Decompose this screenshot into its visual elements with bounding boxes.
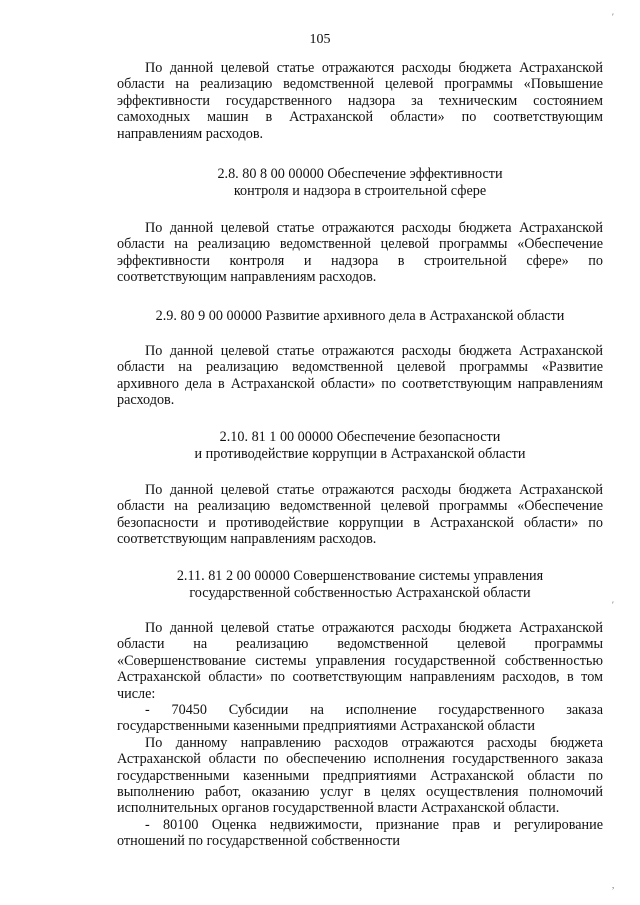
scan-mark: ′ bbox=[612, 12, 614, 22]
heading-line: 2.9. 80 9 00 00000 Развитие архивного дела в Астраханской области bbox=[155, 308, 565, 324]
paragraph-text: По данному направлению расходов отражаются расходы бюджета Астраханской области по обеспечению исполнения государственного заказа государственными казенными предприятиями Астраханской области по выполнению работ, оказанию услуг в целях осуществления полномочий исполнительных органов государственной власти Астраханской области. bbox=[117, 734, 603, 817]
paragraph bbox=[117, 620, 603, 850]
section-heading bbox=[117, 568, 603, 602]
paragraph-text: По данной целевой статье отражаются расходы бюджета Астраханской области на реализацию ведомственной целевой программы «Обеспечение эффективности контроля и надзора в строительной сфере» по соответствующим направлениям расходов. bbox=[117, 220, 603, 286]
heading-line: и противодействие коррупции в Астраханской области bbox=[194, 446, 526, 462]
heading-line: государственной собственностью Астраханской области bbox=[189, 585, 531, 601]
heading-line: 2.8. 80 8 00 00000 Обеспечение эффективности bbox=[217, 166, 503, 182]
paragraph bbox=[117, 220, 603, 286]
scan-mark: ′ bbox=[612, 600, 614, 610]
paragraph bbox=[117, 343, 603, 409]
page-number: 105 bbox=[309, 32, 331, 47]
paragraph-text: По данной целевой статье отражаются расходы бюджета Астраханской области на реализацию ведомственной целевой программы «Обеспечение безопасности и противодействие коррупции в Астраханской области» по соответствующим направлениям расходов. bbox=[117, 482, 603, 548]
scan-mark: , bbox=[612, 880, 615, 890]
paragraph bbox=[117, 60, 603, 142]
heading-line: 2.11. 81 2 00 00000 Совершенствование системы управления bbox=[176, 568, 544, 584]
paragraph-text: По данной целевой статье отражаются расходы бюджета Астраханской области на реализацию ведомственной целевой программы «Развитие архивного дела в Астраханской области» по соответствующим направлениям расходов. bbox=[117, 343, 603, 409]
heading-line: контроля и надзора в строительной сфере bbox=[233, 183, 487, 199]
paragraph-text: По данной целевой статье отражаются расходы бюджета Астраханской области на реализацию ведомственной целевой программы «Повышение эффективности государственного надзора за техническим состоянием самоходных машин в Астраханской области» по соответствующим направлениям расходов. bbox=[117, 60, 603, 142]
list-item: - 80100 Оценка недвижимости, признание прав и регулирование отношений по государственной собственности bbox=[117, 816, 603, 850]
section-heading bbox=[117, 429, 603, 463]
section-heading bbox=[117, 308, 603, 325]
section-heading bbox=[117, 166, 603, 200]
list-item: - 70450 Субсидии на исполнение государственного заказа государственными казенными предприятиями Астраханской области bbox=[117, 702, 603, 735]
paragraph bbox=[117, 482, 603, 548]
paragraph-text: По данной целевой статье отражаются расходы бюджета Астраханской области на реализацию ведомственной целевой программы «Совершенствование системы управления государственной собственностью Астраханской области» по соответствующим направлениям расходов, в том числе: bbox=[117, 620, 603, 702]
heading-line: 2.10. 81 1 00 00000 Обеспечение безопасности bbox=[219, 429, 501, 445]
